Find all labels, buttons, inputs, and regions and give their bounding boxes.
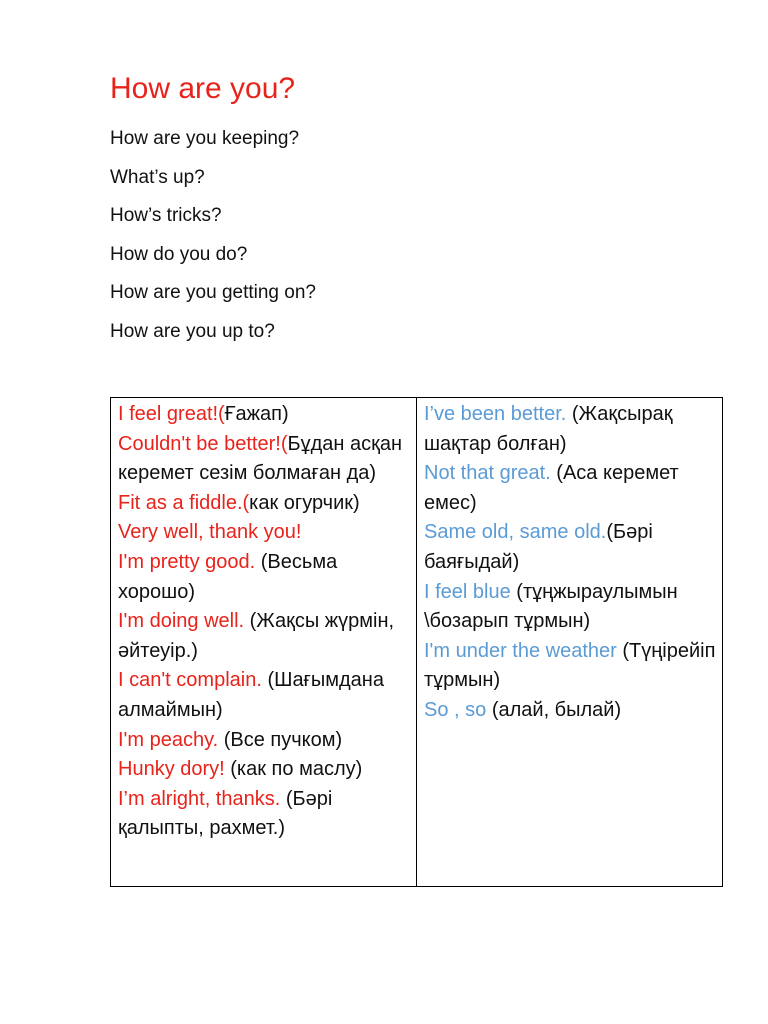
response-english: I can't complain.: [118, 669, 262, 692]
response-english: I’m alright, thanks.: [118, 787, 281, 810]
response-entry: [424, 518, 716, 577]
response-translation: (Жақсы жүрмін, әйтеуір.): [118, 610, 395, 662]
phrase-item: How are you up to?: [110, 320, 275, 342]
response-translation: как огурчик): [249, 491, 360, 514]
response-entry: [118, 489, 410, 519]
response-translation: Ғажап): [224, 403, 289, 425]
response-english: Same old, same old.: [424, 521, 607, 544]
response-english: I feel blue: [424, 580, 511, 603]
response-entry: [118, 607, 410, 666]
phrase-item: How are you keeping?: [110, 128, 300, 149]
response-english: I'm pretty good.: [118, 550, 256, 573]
response-entry: [424, 578, 716, 637]
response-entry: [424, 696, 716, 726]
response-entry: [424, 459, 716, 518]
response-entry: [118, 400, 410, 430]
response-english: Very well, thank you!: [118, 521, 302, 544]
positive-responses-column: [111, 398, 417, 886]
response-english: Not that great.: [424, 462, 551, 485]
response-entry: [118, 518, 410, 548]
response-english: I'm doing well.: [118, 610, 245, 633]
page-title: How are you?: [110, 72, 296, 105]
phrase-item: How’s tricks?: [110, 205, 222, 227]
phrase-list: [110, 127, 316, 359]
response-entry: [118, 430, 410, 489]
response-entry: [118, 755, 410, 785]
response-translation: (Все пучком): [218, 728, 343, 751]
response-english: Hunky dory!: [118, 758, 225, 781]
response-translation: (тұңжыраулымын \бозарып тұрмын): [424, 580, 678, 633]
response-translation: (как по маслу): [224, 758, 363, 781]
response-translation: (Бәрі қалыпты, рахмет.): [118, 787, 333, 840]
response-translation: Бұдан асқан керемет сезім болмаған да): [118, 432, 403, 485]
response-english: I’ve been better.: [424, 403, 567, 425]
response-english: Fit as a fiddle.(: [118, 491, 250, 514]
response-translation: (Шағымдана алмаймын): [118, 669, 384, 721]
response-english: I feel great!(: [118, 403, 225, 425]
responses-table: [110, 397, 723, 887]
phrase-item: What’s up?: [110, 166, 205, 188]
response-translation: (алай, былай): [486, 698, 622, 721]
response-translation: (Аса керемет емес): [424, 462, 679, 514]
response-entry: [424, 637, 716, 696]
response-translation: (Бәрі баяғыдай): [424, 521, 653, 573]
response-entry: [118, 548, 410, 607]
response-entry: [118, 726, 410, 756]
response-english: Couldn't be better!(: [118, 432, 288, 455]
response-translation: (Түңірейіп тұрмын): [424, 639, 716, 692]
response-entry: [118, 666, 410, 725]
phrase-item: How are you getting on?: [110, 282, 316, 304]
response-translation: (Жақсырақ шақтар болған): [424, 403, 673, 455]
response-english: So , so: [424, 698, 487, 721]
response-english: I'm under the weather: [424, 639, 617, 662]
response-entry: [118, 785, 410, 844]
response-translation: (Весьма хорошо): [118, 550, 338, 603]
negative-responses-column: [417, 398, 722, 886]
response-english: I'm peachy.: [118, 728, 219, 751]
response-entry: [424, 400, 716, 459]
phrase-item: How do you do?: [110, 243, 248, 265]
